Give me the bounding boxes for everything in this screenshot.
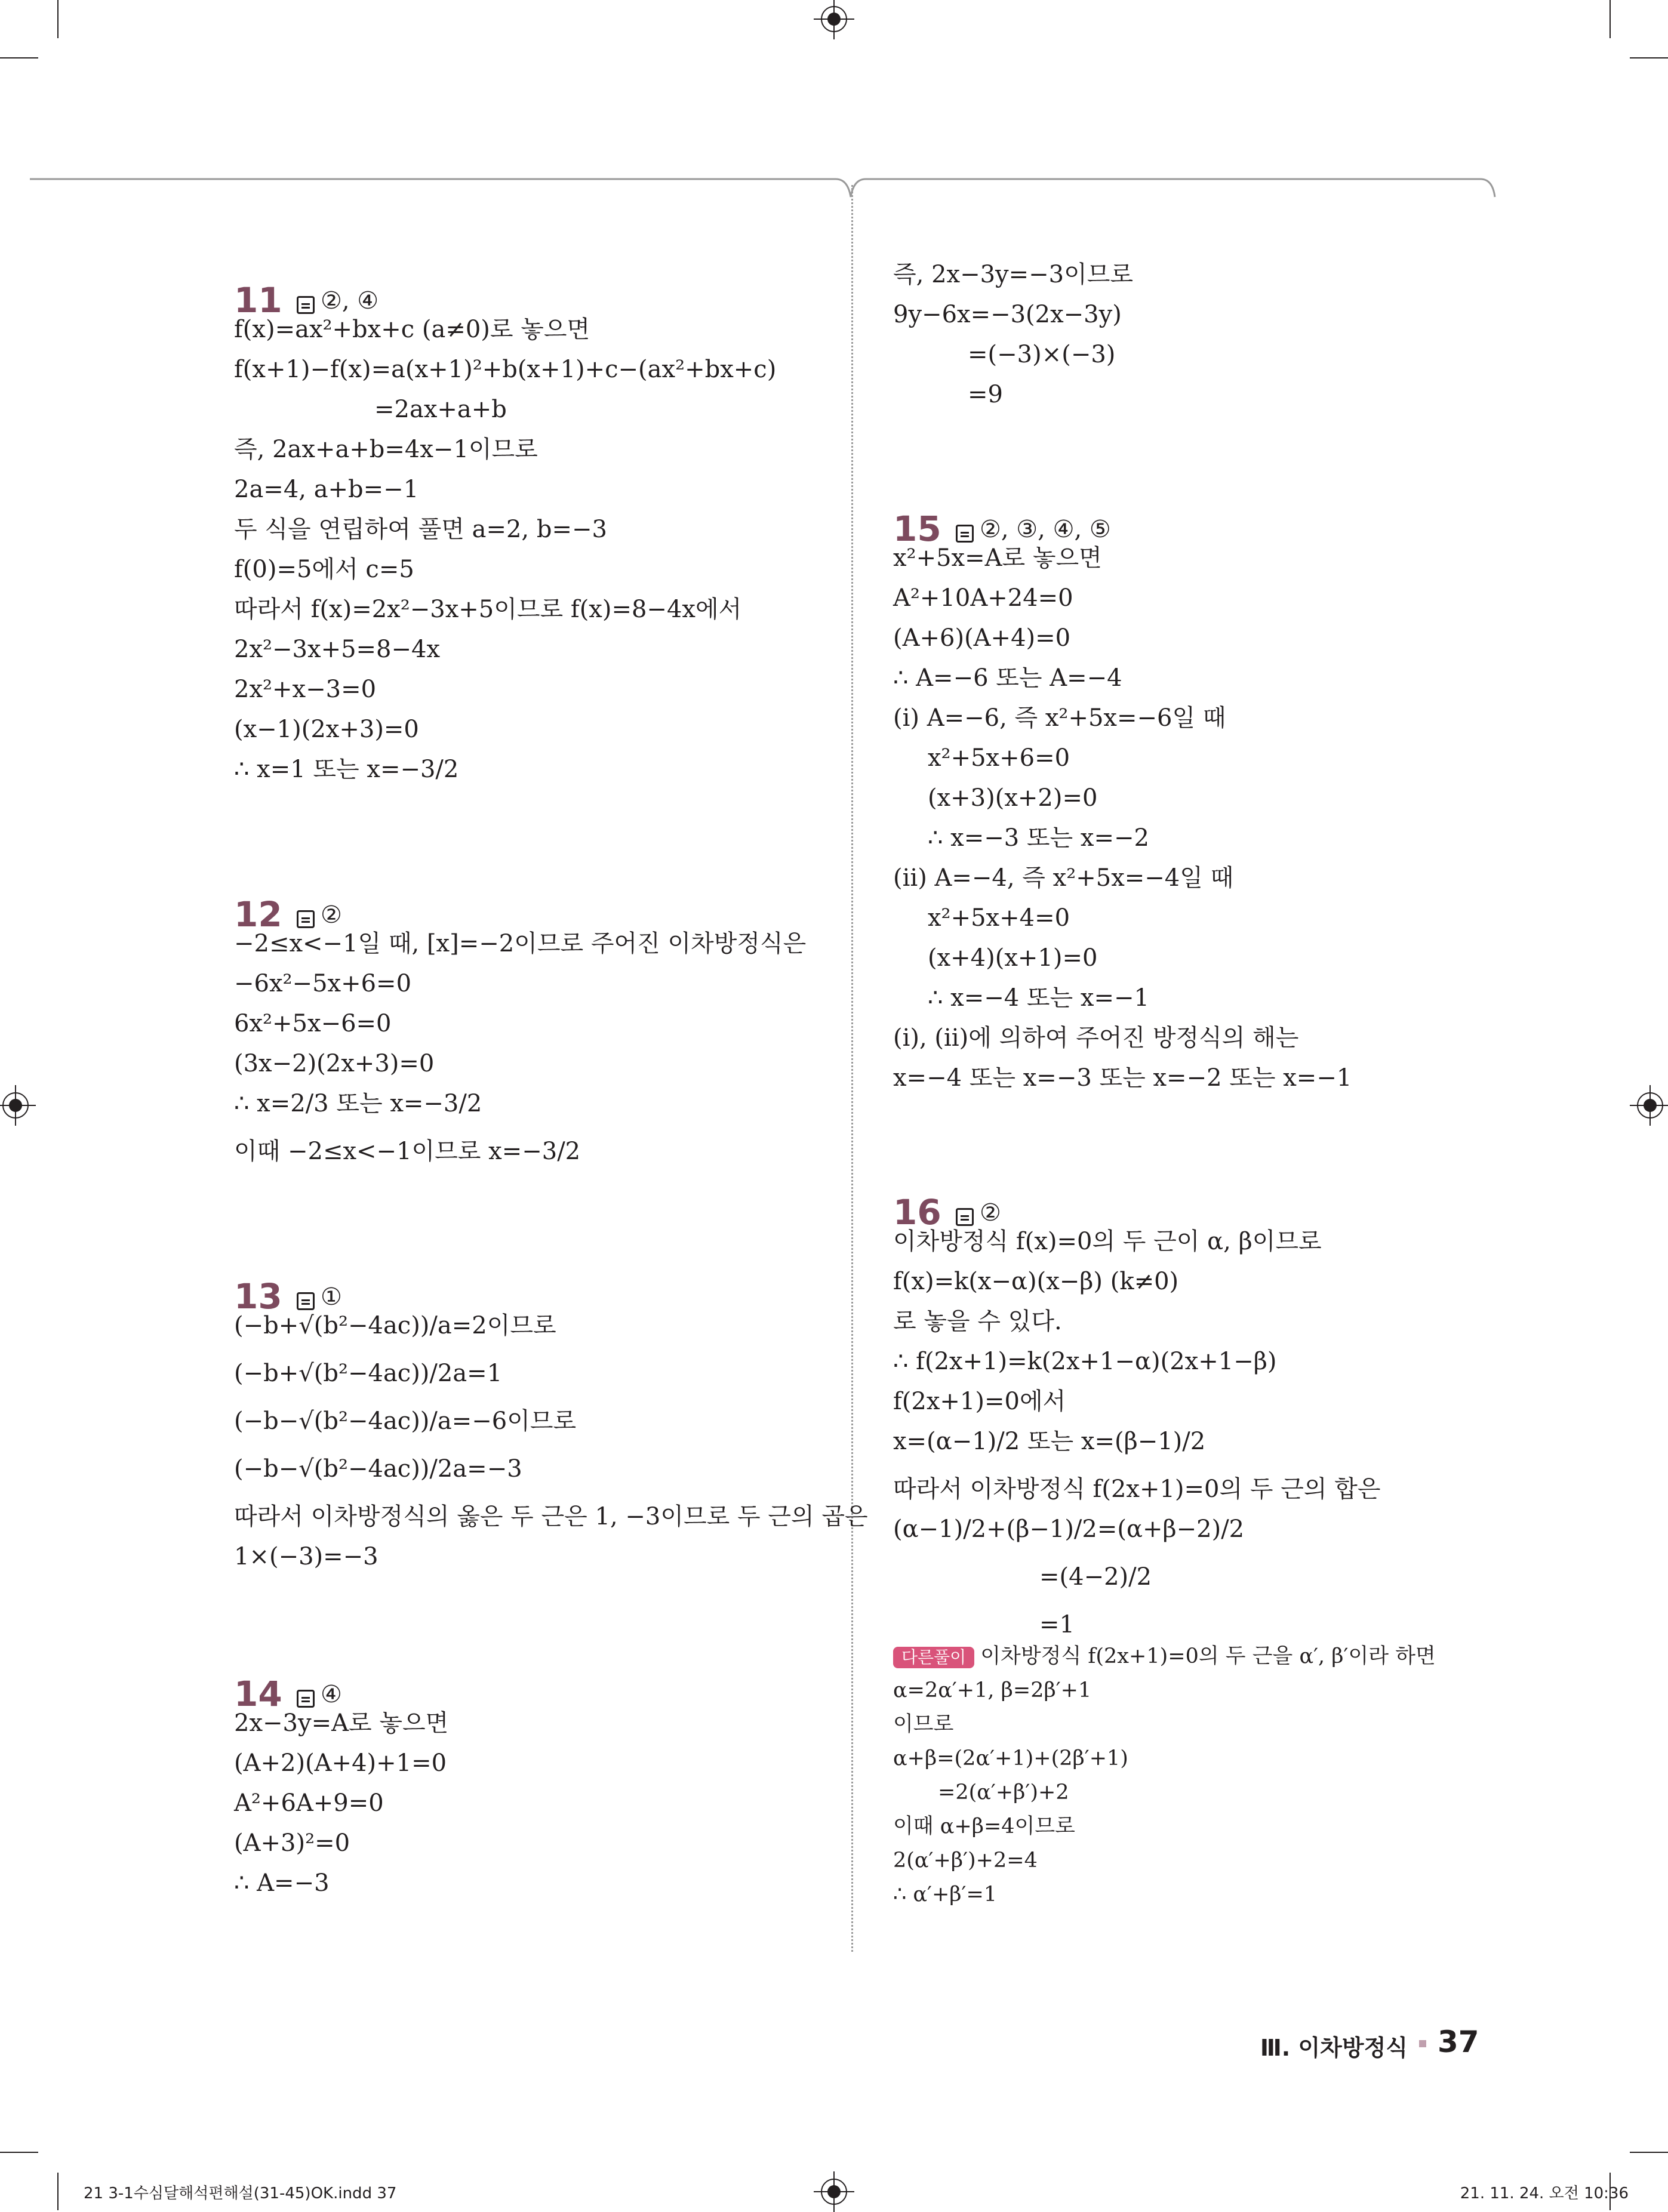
problem-number: 14 <box>234 1674 282 1714</box>
solution-line: (ⅰ) A=−6, 즉 x²+5x=−6일 때 <box>893 704 1226 732</box>
answer-icon <box>297 1292 315 1310</box>
solution-line: 1×(−3)=−3 <box>234 1543 378 1570</box>
registration-mark-icon <box>821 6 847 32</box>
crop-mark <box>1630 2152 1668 2153</box>
solution-line: ∴ f(2x+1)=k(2x+1−α)(2x+1−β) <box>893 1348 1277 1375</box>
solution-line: f(0)=5에서 c=5 <box>234 556 414 583</box>
solution-line: 2x²+x−3=0 <box>234 676 377 703</box>
solution-line: (x+4)(x+1)=0 <box>928 944 1098 972</box>
crop-mark <box>0 2152 38 2153</box>
solution-line: x²+5x=A로 놓으면 <box>893 544 1102 572</box>
solution-line: 따라서 이차방정식의 옳은 두 근은 1, −3이므로 두 근의 곱은 <box>234 1503 868 1530</box>
solution-line: =2(α′+β′)+2 <box>938 1780 1069 1804</box>
solution-line: (α−1)/2+(β−1)/2=(α+β−2)/2 <box>893 1515 1245 1543</box>
solution-line: (3x−2)(2x+3)=0 <box>234 1050 435 1077</box>
solution-line: α+β=(2α′+1)+(2β′+1) <box>893 1746 1128 1770</box>
solution-line: (A+6)(A+4)=0 <box>893 624 1071 652</box>
registration-mark-icon <box>821 2179 847 2205</box>
solution-line: x=−4 또는 x=−3 또는 x=−2 또는 x=−1 <box>893 1064 1352 1092</box>
solution-line: 2x−3y=A로 놓으면 <box>234 1709 449 1737</box>
solution-line: 따라서 이차방정식 f(2x+1)=0의 두 근의 합은 <box>893 1475 1381 1503</box>
solution-line: 두 식을 연립하여 풀면 a=2, b=−3 <box>234 516 607 543</box>
solution-line: (ⅱ) A=−4, 즉 x²+5x=−4일 때 <box>893 864 1234 892</box>
slug-filename: 21 3-1수심달해석편해설(31-45)OK.indd 37 <box>84 2185 397 2202</box>
solution-line: ∴ x=1 또는 x=−3/2 <box>234 756 459 783</box>
problem-number: 16 <box>893 1192 941 1233</box>
solution-line: =9 <box>968 381 1003 408</box>
answer-icon <box>297 1690 315 1708</box>
solution-line: −2≤x<−1일 때, [x]=−2이므로 주어진 이차방정식은 <box>234 930 807 957</box>
solution-line: (A+2)(A+4)+1=0 <box>234 1749 447 1777</box>
solution-line: (A+3)²=0 <box>234 1829 350 1857</box>
crop-mark <box>1630 57 1668 58</box>
solution-line: ∴ A=−6 또는 A=−4 <box>893 664 1122 692</box>
solution-line: 즉, 2ax+a+b=4x−1이므로 <box>234 436 538 463</box>
solution-line: A²+10A+24=0 <box>893 584 1073 612</box>
solution-line: 즉, 2x−3y=−3이므로 <box>893 261 1134 288</box>
answer-value: ② <box>321 901 342 929</box>
crop-mark <box>0 57 38 58</box>
solution-line: 이므로 <box>893 1712 954 1736</box>
crop-mark <box>57 2173 59 2210</box>
solution-line: 6x²+5x−6=0 <box>234 1010 392 1037</box>
footer-separator <box>1419 2040 1426 2047</box>
problem-number: 11 <box>234 280 282 321</box>
answer-value: ① <box>321 1283 342 1311</box>
solution-line: f(x)=k(x−α)(x−β) (k≠0) <box>893 1268 1179 1295</box>
problem-number: 12 <box>234 894 282 935</box>
solution-line: ∴ x=2/3 또는 x=−3/2 <box>234 1090 482 1117</box>
answer-icon <box>956 525 974 543</box>
solution-line: 2x²−3x+5=8−4x <box>234 636 441 663</box>
solution-line: (x+3)(x+2)=0 <box>928 784 1098 812</box>
solution-line: =1 <box>1039 1611 1075 1638</box>
solution-line: 2a=4, a+b=−1 <box>234 476 419 503</box>
solution-line: ∴ x=−3 또는 x=−2 <box>928 824 1149 852</box>
solution-line: (−b+√(b²−4ac))/a=2이므로 <box>234 1312 556 1339</box>
page-number: 37 <box>1438 2025 1479 2059</box>
problem-header <box>234 1259 819 1317</box>
solution-line: ∴ A=−3 <box>234 1869 330 1897</box>
solution-line: f(x)=ax²+bx+c (a≠0)로 놓으면 <box>234 316 590 343</box>
solution-line: 이차방정식 f(x)=0의 두 근이 α, β이므로 <box>893 1228 1322 1255</box>
solution-line: −6x²−5x+6=0 <box>234 970 412 997</box>
answer-icon <box>297 296 315 314</box>
answer-icon <box>956 1208 974 1226</box>
alt-solution-badge: 다른풀이 <box>893 1647 974 1668</box>
problem-header <box>893 491 1490 549</box>
solution-line: (ⅰ), (ⅱ)에 의하여 주어진 방정식의 해는 <box>893 1024 1299 1052</box>
solution-line: x=(α−1)/2 또는 x=(β−1)/2 <box>893 1428 1206 1455</box>
chapter-title: Ⅲ. 이차방정식 <box>1260 2035 1408 2061</box>
problem-header <box>234 877 819 935</box>
problem-header <box>893 1175 1490 1233</box>
problem-number: 15 <box>893 509 941 549</box>
solution-line: 이때 −2≤x<−1이므로 x=−3/2 <box>234 1138 581 1165</box>
solution-line: (−b+√(b²−4ac))/2a=1 <box>234 1360 503 1387</box>
right-column <box>893 263 1490 1918</box>
answer-value: ②, ④ <box>321 287 379 315</box>
answer-value: ④ <box>321 1681 342 1708</box>
solution-line: ∴ α′+β′=1 <box>893 1883 998 1906</box>
solution-line: =(−3)×(−3) <box>968 341 1116 368</box>
solution-line: 이때 α+β=4이므로 <box>893 1814 1075 1838</box>
solution-line: α=2α′+1, β=2β′+1 <box>893 1678 1092 1702</box>
registration-mark-icon <box>2 1092 29 1119</box>
solution-line: (−b−√(b²−4ac))/a=−6이므로 <box>234 1407 577 1435</box>
problem-header <box>234 1656 819 1714</box>
problem-number: 13 <box>234 1276 282 1317</box>
header-rule <box>0 173 1668 209</box>
registration-mark-icon <box>1637 1092 1663 1119</box>
solution-line: f(2x+1)=0에서 <box>893 1388 1066 1415</box>
crop-mark <box>1609 0 1611 38</box>
slug-timestamp: 21. 11. 24. 오전 10:36 <box>1460 2185 1629 2202</box>
solution-line: 2(α′+β′)+2=4 <box>893 1849 1038 1872</box>
solution-line: (−b−√(b²−4ac))/2a=−3 <box>234 1455 522 1483</box>
solution-line: 9y−6x=−3(2x−3y) <box>893 301 1122 328</box>
solution-line: 따라서 f(x)=2x²−3x+5이므로 f(x)=8−4x에서 <box>234 596 742 623</box>
solution-line: =2ax+a+b <box>374 396 507 423</box>
solution-line: (x−1)(2x+3)=0 <box>234 716 419 743</box>
answer-value: ②, ③, ④, ⑤ <box>980 516 1111 543</box>
solution-line: ∴ x=−4 또는 x=−1 <box>928 984 1149 1012</box>
answer-value: ② <box>980 1199 1001 1227</box>
crop-mark <box>57 0 59 38</box>
solution-line: 이차방정식 f(2x+1)=0의 두 근을 α′, β′이라 하면 <box>980 1644 1436 1668</box>
left-column <box>234 263 868 1911</box>
solution-line: x²+5x+4=0 <box>928 904 1070 932</box>
alt-solution-header <box>893 1646 1490 1680</box>
solution-line: 로 놓을 수 있다. <box>893 1308 1062 1335</box>
solution-line: f(x+1)−f(x)=a(x+1)²+b(x+1)+c−(ax²+bx+c) <box>234 356 777 383</box>
solution-line: =(4−2)/2 <box>1039 1563 1152 1591</box>
column-divider <box>851 185 853 1952</box>
solution-line: A²+6A+9=0 <box>234 1789 384 1817</box>
solution-line: x²+5x+6=0 <box>928 744 1070 772</box>
answer-icon <box>297 910 315 928</box>
problem-header <box>234 263 819 321</box>
